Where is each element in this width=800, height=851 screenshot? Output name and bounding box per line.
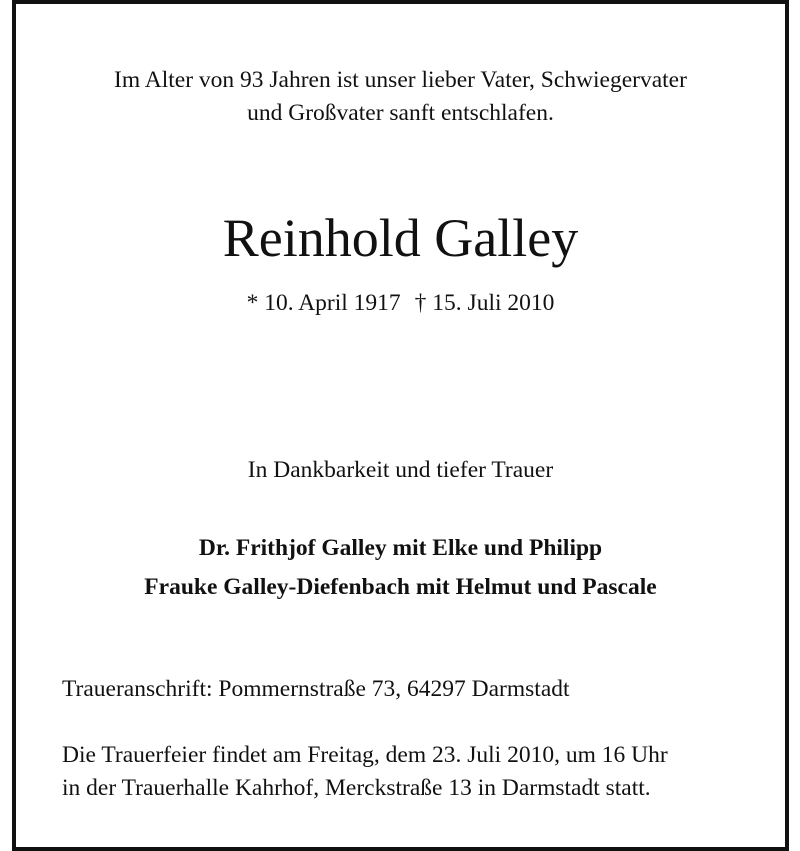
mourning-address: Traueranschrift: Pommernstraße 73, 64297 Darmstadt <box>62 676 570 702</box>
intro-line-2: und Großvater sanft entschlafen. <box>247 100 554 126</box>
survivor-line-1: Dr. Frithjof Galley mit Elke und Philipp <box>198 535 603 561</box>
intro-line-1: Im Alter von 93 Jahren ist unser lieber Vater, Schwiegervater <box>114 67 687 93</box>
ceremony-line-1: Die Trauerfeier findet am Freitag, dem 23. Juli 2010, um 16 Uhr <box>62 742 668 768</box>
death-date: † 15. Juli 2010 <box>414 290 555 316</box>
ceremony-info <box>62 739 765 805</box>
deceased-name: Reinhold Galley <box>222 208 579 268</box>
ceremony-line-2: in der Trauerhalle Kahrhof, Merckstraße 13 in Darmstadt statt. <box>62 775 651 801</box>
survivors-list <box>16 529 785 607</box>
birth-date: * 10. April 1917 <box>246 290 401 316</box>
intro-text <box>16 64 785 130</box>
mourning-line: In Dankbarkeit und tiefer Trauer <box>247 457 554 483</box>
survivor-line-2: Frauke Galley-Diefenbach mit Helmut und Pascale <box>144 574 657 600</box>
life-dates <box>16 292 785 316</box>
obituary-notice <box>12 0 789 851</box>
